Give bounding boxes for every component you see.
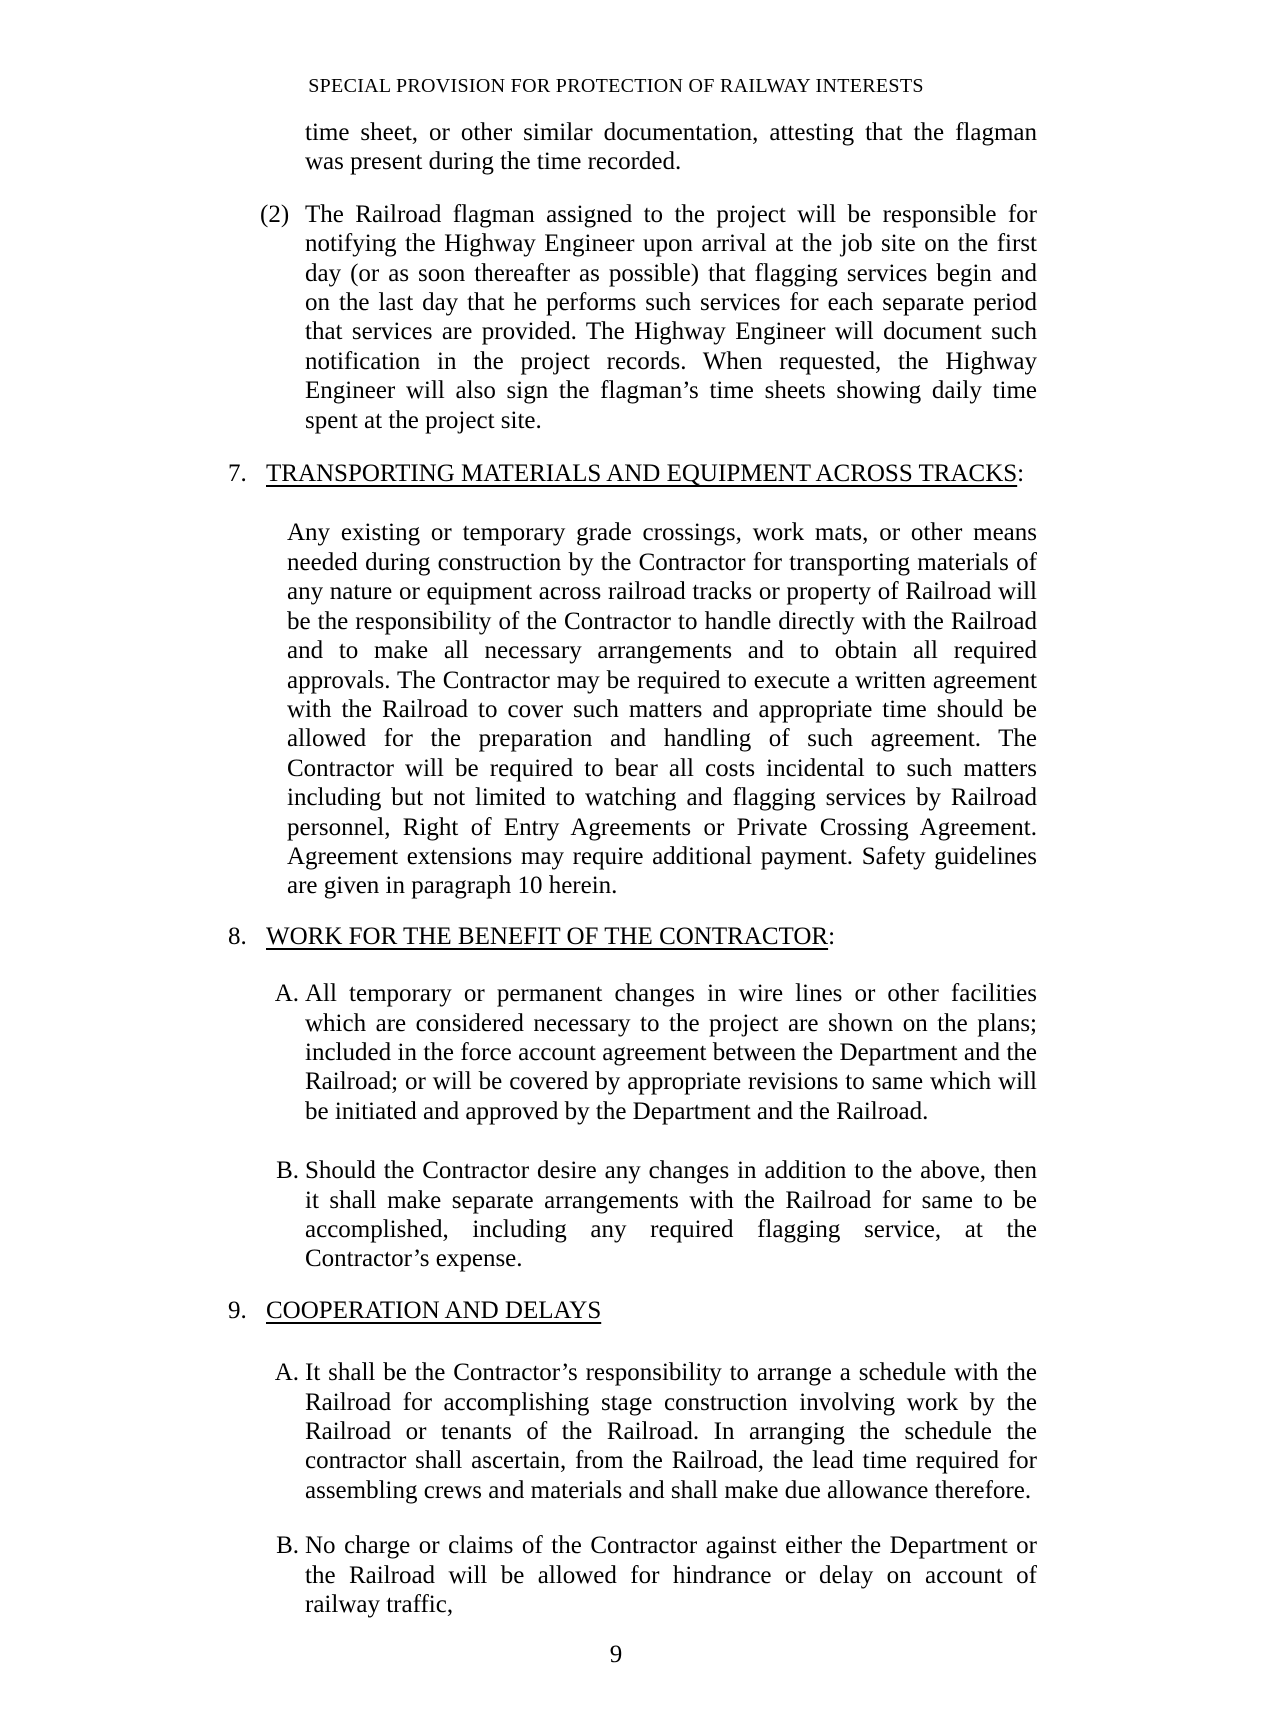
list-item-2: [260, 200, 1275, 435]
section-9-item-b-text: No charge or claims of the Contractor against either the Department or the Railroad will be allowed for hindrance or delay on account of railway traffic,: [305, 1532, 1037, 1619]
section-7-heading: [228, 459, 1275, 488]
document-page: [0, 74, 1275, 1724]
section-8-item-b-label: B.: [276, 1157, 299, 1185]
section-8-item-a: [260, 979, 1275, 1126]
section-8-item-b: [260, 1156, 1275, 1274]
continuation-paragraph: time sheet, or other similar documentation, attesting that the flagman was present during the time recorded.: [305, 119, 1037, 176]
section-8-heading: [228, 922, 1275, 951]
section-7-number: 7.: [228, 460, 247, 488]
section-9-item-a: [260, 1358, 1275, 1505]
section-7-colon: :: [1017, 460, 1025, 488]
section-7-title: TRANSPORTING MATERIALS AND EQUIPMENT ACROSS TRACKS: [266, 460, 1018, 488]
document-header-title: SPECIAL PROVISION FOR PROTECTION OF RAILWAY INTERESTS: [308, 75, 924, 97]
section-9-item-b-label: B.: [276, 1532, 299, 1560]
section-8-colon: :: [828, 922, 836, 950]
section-8-item-a-text: All temporary or permanent changes in wire lines or other facilities which are considered necessary to the project are shown on the plans; included in the force account agreement between the Department and the Railroad; or will be covered by appropriate revisions to same which will be initiated and approved by the Department and the Railroad.: [305, 980, 1037, 1125]
section-9-item-b: [260, 1531, 1275, 1619]
section-8-item-a-label: A.: [274, 980, 299, 1008]
list-item-2-label: (2): [260, 200, 290, 228]
section-8-number: 8.: [228, 922, 247, 950]
page-number: 9: [609, 1641, 623, 1669]
section-9-item-a-text: It shall be the Contractor’s responsibility to arrange a schedule with the Railroad for accomplishing stage construction involving work by the Railroad or tenants of the Railroad. In arranging the schedule the contractor shall ascertain, from the Railroad, the lead time required for assembling crews and materials and shall make due allowance therefore.: [305, 1359, 1037, 1504]
section-7-paragraph: Any existing or temporary grade crossings, work mats, or other means needed during construction by the Contractor for transporting materials of any nature or equipment across railroad tracks or property of Railroad will be the responsibility of the Contractor to handle directly with the Railroad and to make all necessary arrangements and to obtain all required approvals. The Contractor may be required to execute a written agreement with the Railroad to cover such matters and appropriate time should be allowed for the preparation and handling of such agreement. The Contractor will be required to bear all costs incidental to such matters including but not limited to watching and flagging services by Railroad personnel, Right of Entry Agreements or Private Crossing Agreement. Agreement extensions may require additional payment. Safety guidelines are given in paragraph 10 herein.: [287, 519, 1037, 900]
section-9-title: COOPERATION AND DELAYS: [266, 1296, 602, 1324]
section-8-title: WORK FOR THE BENEFIT OF THE CONTRACTOR: [266, 922, 829, 950]
list-item-2-text: The Railroad flagman assigned to the project will be responsible for notifying the Highway Engineer upon arrival at the job site on the first day (or as soon thereafter as possible) that flagging services begin and on the last day that he performs such services for each separate period that services are provided. The Highway Engineer will document such notification in the project records. When requested, the Highway Engineer will also sign the flagman’s time sheets showing daily time spent at the project site.: [305, 200, 1037, 434]
section-9-number: 9.: [228, 1296, 247, 1324]
section-8-item-b-text: Should the Contractor desire any changes in addition to the above, then it shall make separate arrangements with the Railroad for same to be accomplished, including any required flagging service, at the Contractor’s expense.: [305, 1157, 1037, 1273]
section-9-item-a-label: A.: [274, 1359, 299, 1387]
section-9-heading: [228, 1296, 1275, 1325]
